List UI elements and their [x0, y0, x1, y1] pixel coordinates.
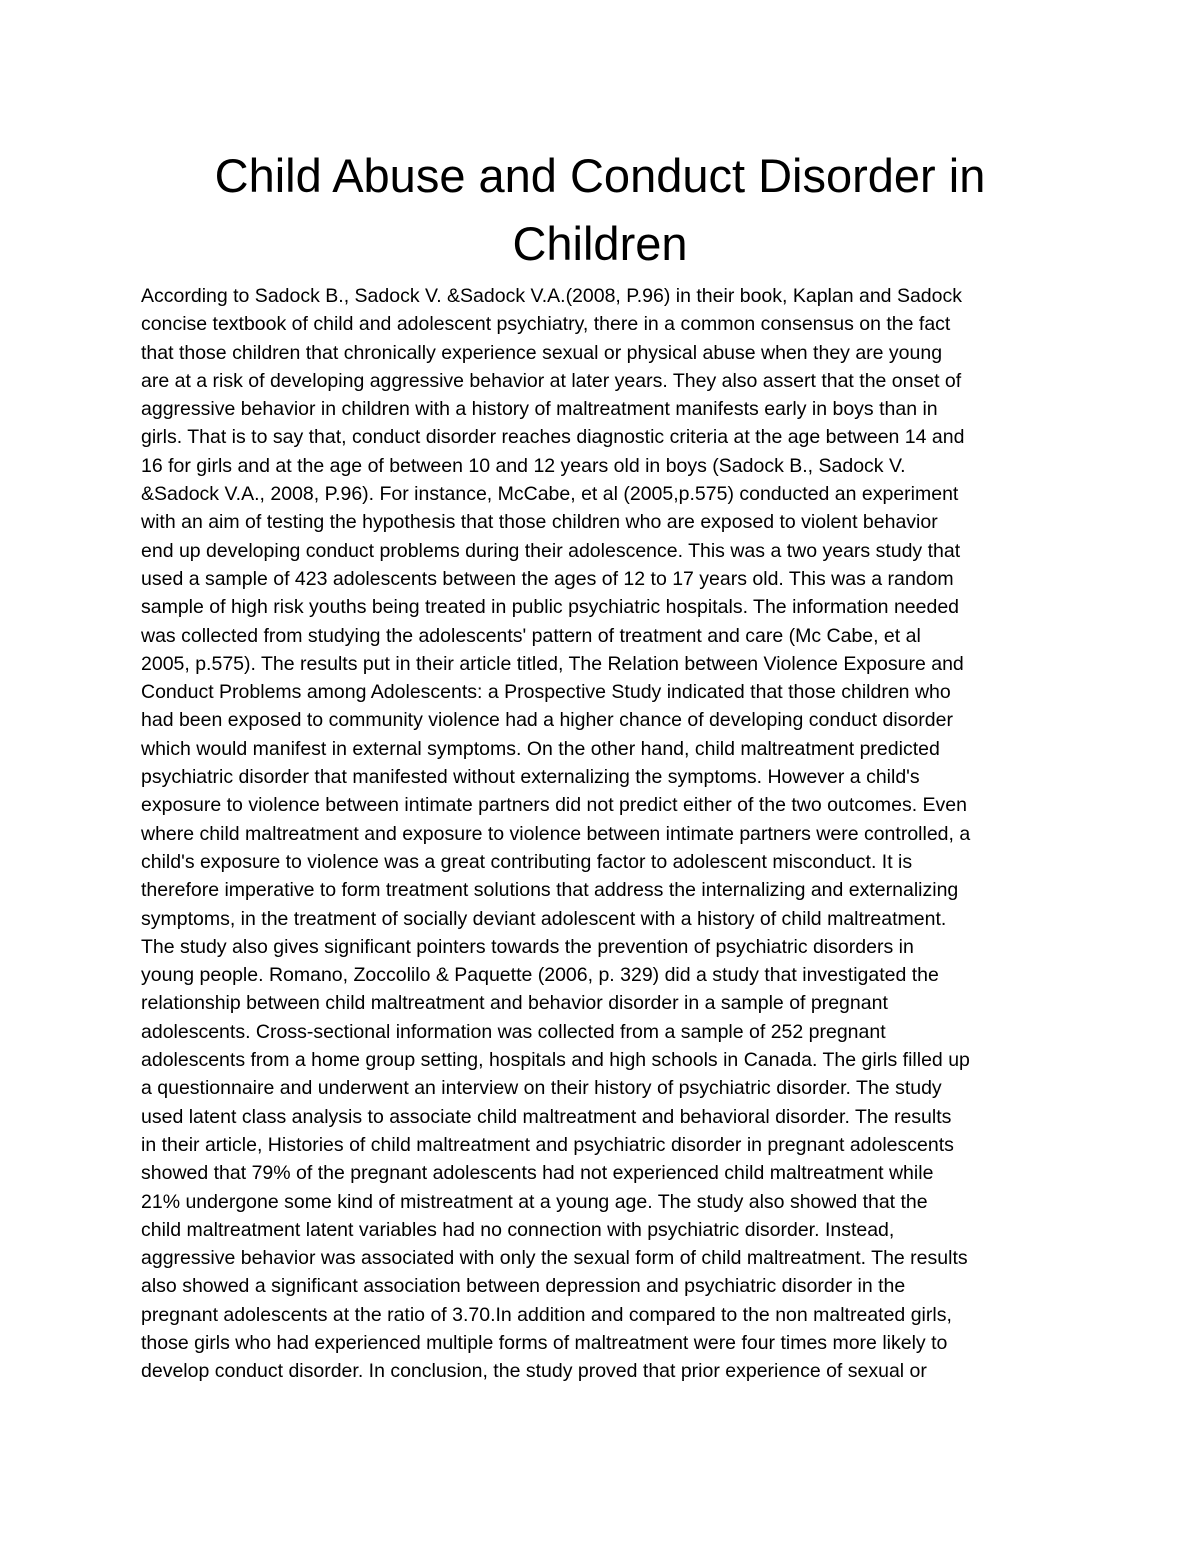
body-text-line: According to Sadock B., Sadock V. &Sadock V.A.(2008, P.96) in their book, Kaplan and Sadock: [141, 285, 962, 307]
body-text-line: pregnant adolescents at the ratio of 3.70.In addition and compared to the non maltreated girls,: [141, 1303, 952, 1326]
body-text-line: adolescents. Cross-sectional information was collected from a sample of 252 pregnant: [141, 1020, 886, 1043]
body-text-line: aggressive behavior in children with a history of maltreatment manifests early in boys than in: [141, 398, 938, 421]
title-line-1: Child Abuse and Conduct Disorder in: [214, 149, 986, 202]
body-text-line: also showed a significant association between depression and psychiatric disorder in the: [141, 1275, 906, 1298]
body-text-line: girls. That is to say that, conduct disorder reaches diagnostic criteria at the age between 14 and: [141, 426, 965, 449]
body-text-line: 2005, p.575). The results put in their article titled, The Relation between Violence Exposure and: [141, 652, 964, 675]
body-text-line: child maltreatment latent variables had no connection with psychiatric disorder. Instead,: [141, 1218, 895, 1241]
title-line-2: Children: [512, 217, 688, 270]
body-text-line: develop conduct disorder. In conclusion, the study proved that prior experience of sexual or: [141, 1360, 927, 1383]
body-text-line: sample of high risk youths being treated in public psychiatric hospitals. The information needed: [141, 596, 960, 619]
body-text-line: in their article, Histories of child maltreatment and psychiatric disorder in pregnant adolescents: [141, 1133, 954, 1156]
body-text: [141, 282, 1081, 1386]
body-text-line: &Sadock V.A., 2008, P.96). For instance, McCabe, et al (2005,p.575) conducted an experiment: [141, 483, 959, 506]
body-text-line: symptoms, in the treatment of socially deviant adolescent with a history of child maltreatment.: [141, 907, 947, 930]
body-text-line: showed that 79% of the pregnant adolescents had not experienced child maltreatment while: [141, 1162, 934, 1185]
body-text-line: young people. Romano, Zoccolilo & Paquette (2006, p. 329) did a study that investigated the: [141, 964, 939, 987]
body-text-line: Conduct Problems among Adolescents: a Prospective Study indicated that those children who: [141, 681, 951, 704]
body-text-line: 16 for girls and at the age of between 10 and 12 years old in boys (Sadock B., Sadock V.: [141, 454, 906, 477]
body-text-line: psychiatric disorder that manifested without externalizing the symptoms. However a child's: [141, 766, 920, 789]
body-text-line: 21% undergone some kind of mistreatment at a young age. The study also showed that the: [141, 1190, 928, 1213]
body-text-line: child's exposure to violence was a great contributing factor to adolescent misconduct. It is: [141, 850, 913, 873]
body-text-line: therefore imperative to form treatment solutions that address the internalizing and externalizing: [141, 879, 959, 902]
body-text-line: end up developing conduct problems during their adolescence. This was a two years study that: [141, 539, 961, 562]
body-text-line: are at a risk of developing aggressive behavior at later years. They also assert that the onset of: [141, 369, 962, 392]
body-text-line: The study also gives significant pointers towards the prevention of psychiatric disorders in: [141, 935, 914, 958]
body-text-line: had been exposed to community violence had a higher chance of developing conduct disorder: [141, 709, 953, 732]
body-text-line: a questionnaire and underwent an interview on their history of psychiatric disorder. The study: [141, 1077, 942, 1100]
body-text-line: which would manifest in external symptoms. On the other hand, child maltreatment predicted: [141, 737, 940, 760]
body-text-line: aggressive behavior was associated with only the sexual form of child maltreatment. The results: [141, 1247, 968, 1270]
body-text-line: relationship between child maltreatment and behavior disorder in a sample of pregnant: [141, 992, 888, 1015]
body-text-line: with an aim of testing the hypothesis that those children who are exposed to violent behavior: [141, 511, 938, 534]
body-text-line: exposure to violence between intimate partners did not predict either of the two outcomes. Even: [141, 794, 967, 817]
body-text-line: used latent class analysis to associate child maltreatment and behavioral disorder. The results: [141, 1105, 952, 1128]
body-text-line: adolescents from a home group setting, hospitals and high schools in Canada. The girls filled up: [141, 1049, 970, 1072]
body-text-line: concise textbook of child and adolescent psychiatry, there in a common consensus on the fact: [141, 313, 951, 336]
body-text-line: was collected from studying the adolescents' pattern of treatment and care (Mc Cabe, et al: [141, 624, 921, 647]
document-title: [100, 142, 1100, 278]
body-text-line: used a sample of 423 adolescents between the ages of 12 to 17 years old. This was a random: [141, 567, 954, 590]
body-text-line: that those children that chronically experience sexual or physical abuse when they are young: [141, 341, 943, 364]
body-text-line: those girls who had experienced multiple forms of maltreatment were four times more likely to: [141, 1331, 948, 1354]
body-text-line: where child maltreatment and exposure to violence between intimate partners were controlled, a: [141, 822, 971, 845]
